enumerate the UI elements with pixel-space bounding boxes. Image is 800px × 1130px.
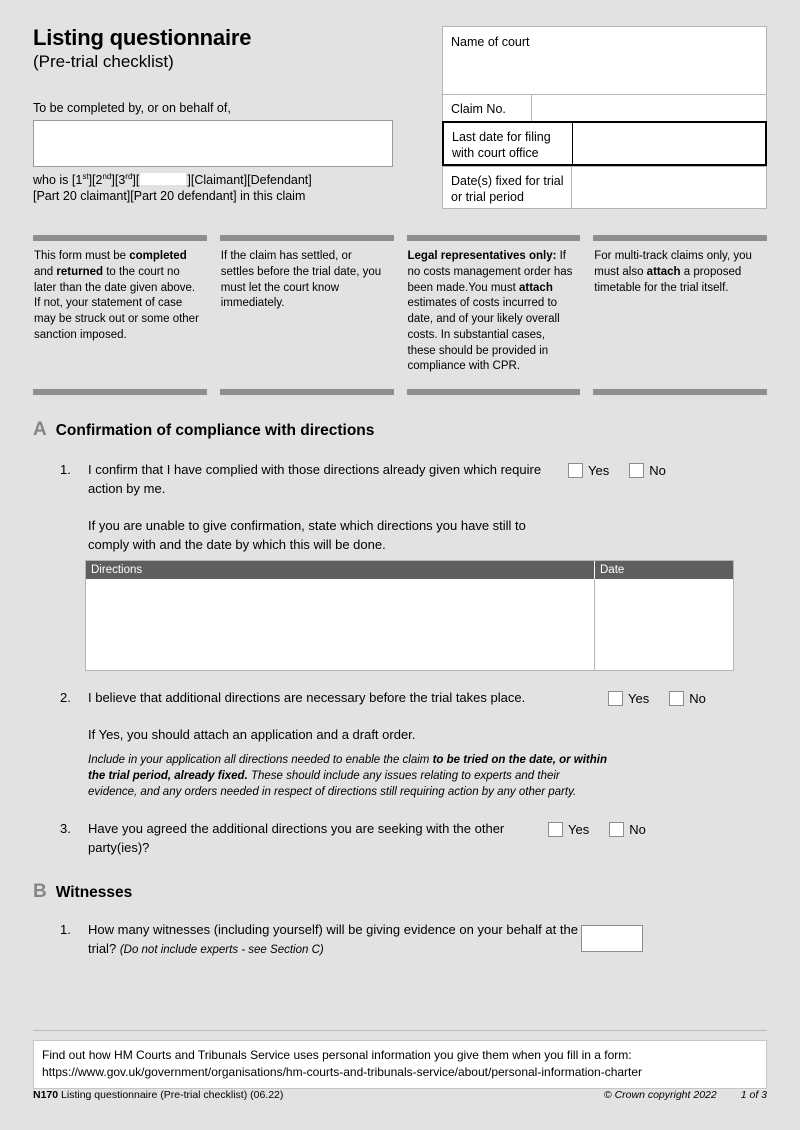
question-a1-note: If you are unable to give confirmation, state which directions you have still to comply with and the date by which this will be done. — [88, 517, 526, 552]
notice-text-4: For multi-track claims only, you must also attach a proposed timetable for the trial itself. — [594, 250, 752, 294]
privacy-info-url[interactable]: https://www.gov.uk/government/organisations/hm-courts-and-tribunals-service/about/personal-information-charter — [42, 1064, 643, 1079]
notice-bar — [33, 235, 767, 395]
privacy-info-line-1: Find out how HM Courts and Tribunals Service uses personal information you give them when you fill in a form: — [42, 1048, 632, 1062]
footer-form-reference — [33, 1089, 283, 1101]
question-a3-yes-option[interactable] — [548, 822, 589, 837]
notice-bottom-rule-4 — [593, 389, 767, 395]
question-a1-no-checkbox[interactable] — [629, 463, 644, 478]
directions-table — [85, 560, 734, 671]
form-header — [33, 0, 767, 209]
question-b1 — [33, 921, 767, 959]
question-a2-text: I believe that additional directions are necessary before the trial takes place. — [88, 690, 526, 706]
question-a2-yes-label: Yes — [628, 691, 650, 707]
court-details-box — [442, 26, 767, 209]
dates-fixed-label: Date(s) fixed for trial or trial period — [451, 174, 564, 204]
question-a3-no-label: No — [629, 822, 646, 838]
claim-no-label: Claim No. — [451, 102, 506, 116]
question-b1-answer — [578, 921, 718, 952]
privacy-info-box — [33, 1040, 767, 1089]
ordinal-3rd: rd — [125, 171, 133, 181]
notice-text-1: This form must be completed and returned to the court no later than the date given above. If not, your statement of case may be struck out or some other sanction imposed. — [34, 250, 199, 341]
directions-table-header — [86, 561, 733, 579]
who-is-line-2: [Part 20 claimant][Part 20 defendant] in this claim — [33, 189, 306, 204]
dates-fixed-input[interactable] — [571, 167, 766, 208]
section-a-letter: A — [33, 419, 47, 440]
date-column-header: Date — [594, 561, 733, 579]
question-a1-yes-option[interactable] — [568, 463, 609, 478]
to-be-completed-label: To be completed by, or on behalf of, — [33, 100, 231, 115]
footer-right-group — [604, 1089, 767, 1101]
who-is-prefix: who is [1 — [33, 172, 83, 187]
directions-input-cell[interactable] — [86, 579, 594, 670]
notice-column-2 — [220, 235, 394, 395]
question-a2-yes-checkbox[interactable] — [608, 691, 623, 706]
claim-no-row — [443, 94, 766, 122]
question-a1-yesno — [568, 461, 708, 478]
section-b-heading — [33, 882, 767, 901]
notice-column-1 — [33, 235, 207, 395]
question-a2 — [33, 689, 767, 800]
question-a1-number: 1. — [60, 462, 71, 477]
footer-line — [33, 1089, 767, 1101]
question-a2-note: If Yes, you should attach an application and a draft order. — [88, 727, 416, 743]
footer-copyright: © Crown copyright 2022 — [603, 1089, 717, 1101]
who-is-line — [33, 172, 403, 205]
question-b1-text: How many witnesses (including yourself) will be giving evidence on your behalf at the trial? — [88, 922, 578, 956]
question-a2-number: 2. — [60, 690, 71, 706]
witness-count-input[interactable] — [581, 925, 643, 952]
question-a3-yes-label: Yes — [568, 822, 590, 838]
section-b-letter: B — [33, 881, 47, 903]
question-a1 — [33, 461, 767, 554]
claim-no-input[interactable] — [531, 95, 766, 122]
name-of-court-row — [443, 27, 766, 94]
notice-bottom-rule-2 — [220, 389, 394, 395]
last-date-input[interactable] — [572, 123, 765, 164]
who-is-mid-3: ][ — [132, 172, 140, 187]
footer-form-description: Listing questionnaire (Pre-trial checklist) (06.22) — [61, 1089, 284, 1101]
section-b-title: Witnesses — [55, 884, 133, 902]
page-title: Listing questionnaire — [33, 25, 252, 50]
question-a2-no-option[interactable] — [669, 691, 706, 706]
who-is-suffix: ][Claimant][Defendant] — [187, 172, 312, 187]
question-a2-yesno — [608, 689, 748, 706]
notice-bottom-rule-3 — [407, 389, 581, 395]
question-b1-italic-note: (Do not include experts - see Section C) — [119, 943, 324, 956]
question-a1-no-option[interactable] — [629, 463, 666, 478]
question-a1-yes-checkbox[interactable] — [568, 463, 583, 478]
directions-table-body — [86, 579, 733, 670]
date-input-cell[interactable] — [594, 579, 733, 670]
page-subtitle: (Pre-trial checklist) — [33, 52, 174, 72]
notice-text-2: If the claim has settled, or settles before the trial date, you must let the court know immediately. — [220, 250, 382, 310]
question-a2-yes-option[interactable] — [608, 691, 649, 706]
directions-column-header: Directions — [91, 564, 143, 577]
last-date-row — [442, 121, 767, 166]
question-a3-yes-checkbox[interactable] — [548, 822, 563, 837]
question-a3-number: 3. — [60, 821, 71, 837]
ordinal-other-input[interactable] — [140, 173, 186, 185]
section-a-heading — [33, 420, 767, 439]
last-date-label: Last date for filing with court office — [452, 130, 551, 160]
dates-fixed-row — [443, 166, 766, 208]
notice-bottom-rule-1 — [33, 389, 207, 395]
question-a3-no-checkbox[interactable] — [609, 822, 624, 837]
ordinal-1st: st — [82, 171, 89, 181]
question-a3-text: Have you agreed the additional directions you are seeking with the other party(ies)? — [88, 821, 505, 856]
notice-text-3: Legal representatives only: If no costs management order has been made.You must attach estimates of costs incurred to date, and of your likely overall costs. In substantial cases, these should be provided in compliance with CPR. — [407, 250, 573, 373]
question-a3 — [33, 820, 767, 858]
question-a3-yesno — [548, 820, 688, 837]
question-b1-number: 1. — [60, 922, 71, 938]
who-is-mid-1: ][2 — [88, 172, 103, 187]
question-a1-no-label: No — [649, 463, 666, 478]
notice-column-4 — [593, 235, 767, 395]
question-a2-no-checkbox[interactable] — [669, 691, 684, 706]
section-a-title: Confirmation of compliance with directions — [55, 422, 375, 439]
who-is-mid-2: ][3 — [111, 172, 126, 187]
footer-page-number: 1 of 3 — [740, 1089, 767, 1101]
footer-divider — [33, 1030, 767, 1031]
party-name-input[interactable] — [33, 120, 393, 167]
name-of-court-field[interactable] — [443, 27, 766, 94]
question-a3-no-option[interactable] — [609, 822, 646, 837]
question-a1-text: I confirm that I have complied with those directions already given which require action by me. — [88, 462, 542, 496]
ordinal-2nd: nd — [102, 171, 112, 181]
footer-form-code: N170 — [33, 1089, 59, 1101]
notice-column-3 — [407, 235, 581, 395]
header-left-column — [33, 26, 403, 204]
name-of-court-label: Name of court — [451, 35, 530, 49]
question-a2-italic-note: Include in your application all directions needed to enable the claim to be tried on the date, or within the trial period, already fixed. These should include any issues relating to experts and their evidence, and any orders needed in respect of directions still requiring action by any other party. — [88, 754, 608, 799]
question-a1-yes-label: Yes — [588, 463, 610, 478]
question-a2-no-label: No — [689, 691, 706, 707]
